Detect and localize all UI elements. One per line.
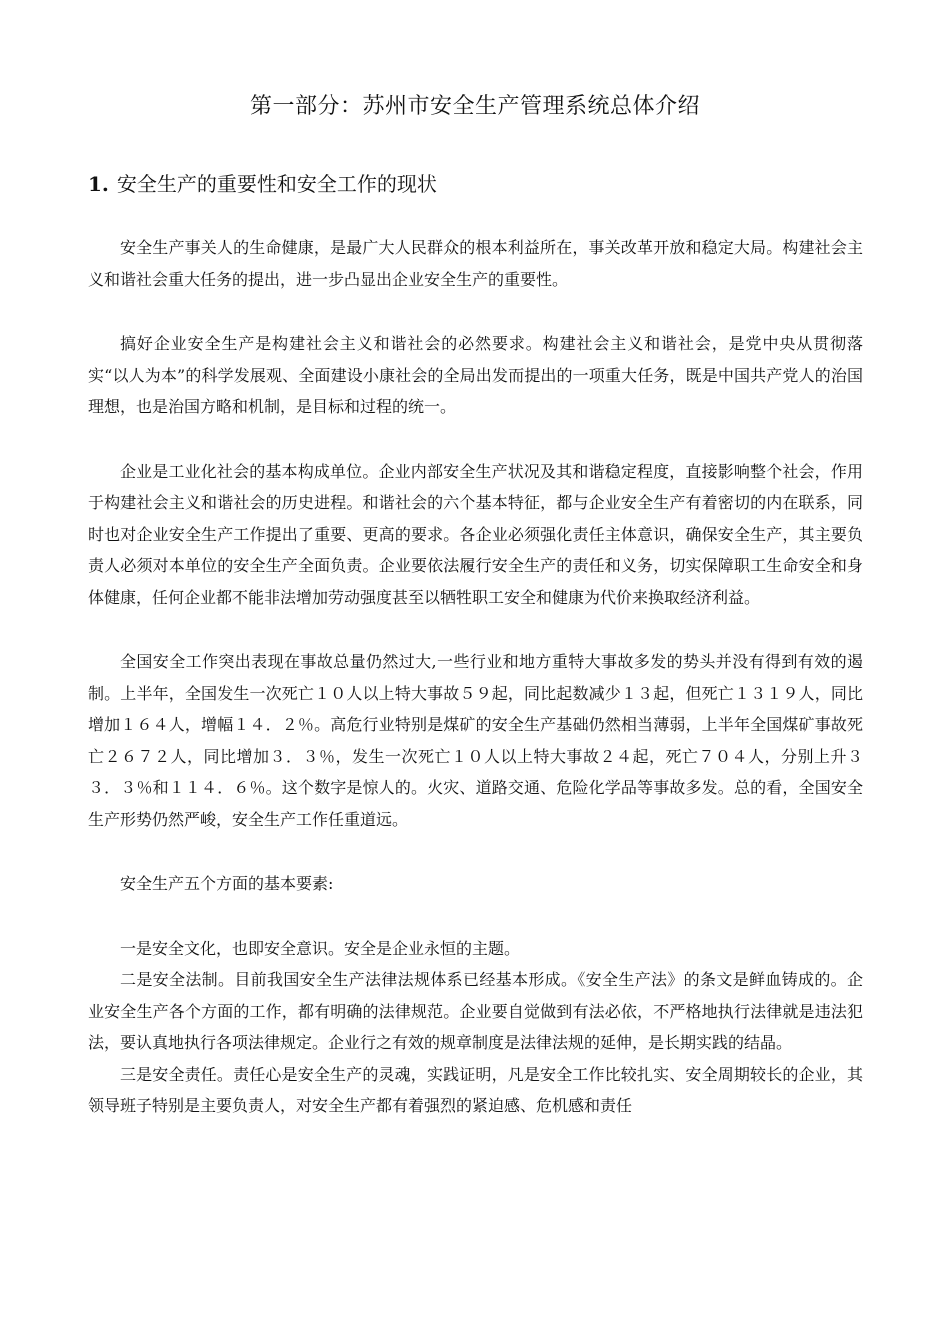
section-heading-text: 安全生产的重要性和安全工作的现状 [116, 172, 437, 196]
paragraph: 三是安全责任。责任心是安全生产的灵魂，实践证明，凡是安全工作比较扎实、安全周期较长的企业，其领导班子特别是主要负责人，对安全生产都有着强烈的紧迫感、危机感和责任 [88, 1064, 863, 1115]
paragraph: 安全生产事关人的生命健康，是最广大人民群众的根本利益所在，事关改革开放和稳定大局。构建社会主义和谐社会重大任务的提出，进一步凸显出企业安全生产的重要性。 [88, 238, 863, 289]
paragraph: 搞好企业安全生产是构建社会主义和谐社会的必然要求。构建社会主义和谐社会，是党中央从贯彻落实“以人为本”的科学发展观、全面建设小康社会的全局出发而提出的一项重大任务，既是中国共产党人的治国理想，也是治国方略和机制，是目标和过程的统一。 [88, 334, 863, 416]
section-heading [88, 168, 437, 200]
paragraph: 全国安全工作突出表现在事故总量仍然过大,一些行业和地方重特大事故多发的势头并没有得到有效的遏制。上半年，全国发生一次死亡１０人以上特大事故５９起，同比起数减少１３起，但死亡１３１９人，同比增加１６４人，增幅１４．２％。高危行业特别是煤矿的安全生产基础仍然相当薄弱，上半年全国煤矿事故死亡２６７２人，同比增加３．３％，发生一次死亡１０人以上特大事故２４起，死亡７０４人，分别上升３３．３％和１１４．６％。这个数字是惊人的。火灾、道路交通、危险化学品等事故多发。总的看，全国安全生产形势仍然严峻，安全生产工作任重道远。 [88, 652, 863, 829]
paragraph: 安全生产五个方面的基本要素: [120, 874, 334, 893]
paragraph: 企业是工业化社会的基本构成单位。企业内部安全生产状况及其和谐稳定程度，直接影响整个社会，作用于构建社会主义和谐社会的历史进程。和谐社会的六个基本特征，都与企业安全生产有着密切的内在联系，同时也对企业安全生产工作提出了重要、更高的要求。各企业必须强化责任主体意识，确保安全生产，其主要负责人必须对本单位的安全生产全面负责。企业要依法履行安全生产的责任和义务，切实保障职工生命安全和身体健康，任何企业都不能非法增加劳动强度甚至以牺牲职工安全和健康为代价来换取经济利益。 [88, 461, 863, 607]
paragraph: 二是安全法制。目前我国安全生产法律法规体系已经基本形成。《安全生产法》的条文是鲜血铸成的。企业安全生产各个方面的工作，都有明确的法律规范。企业要自觉做到有法必依，不严格地执行法律就是违法犯法，要认真地执行各项法律规定。企业行之有效的规章制度是法律法规的延伸，是长期实践的结晶。 [88, 970, 863, 1052]
paragraph: 一是安全文化，也即安全意识。安全是企业永恒的主题。 [120, 938, 521, 958]
section-number: 1. [88, 172, 109, 196]
document-body [88, 232, 863, 1122]
document-title: 第一部分：苏州市安全生产管理系统总体介绍 [249, 94, 700, 119]
